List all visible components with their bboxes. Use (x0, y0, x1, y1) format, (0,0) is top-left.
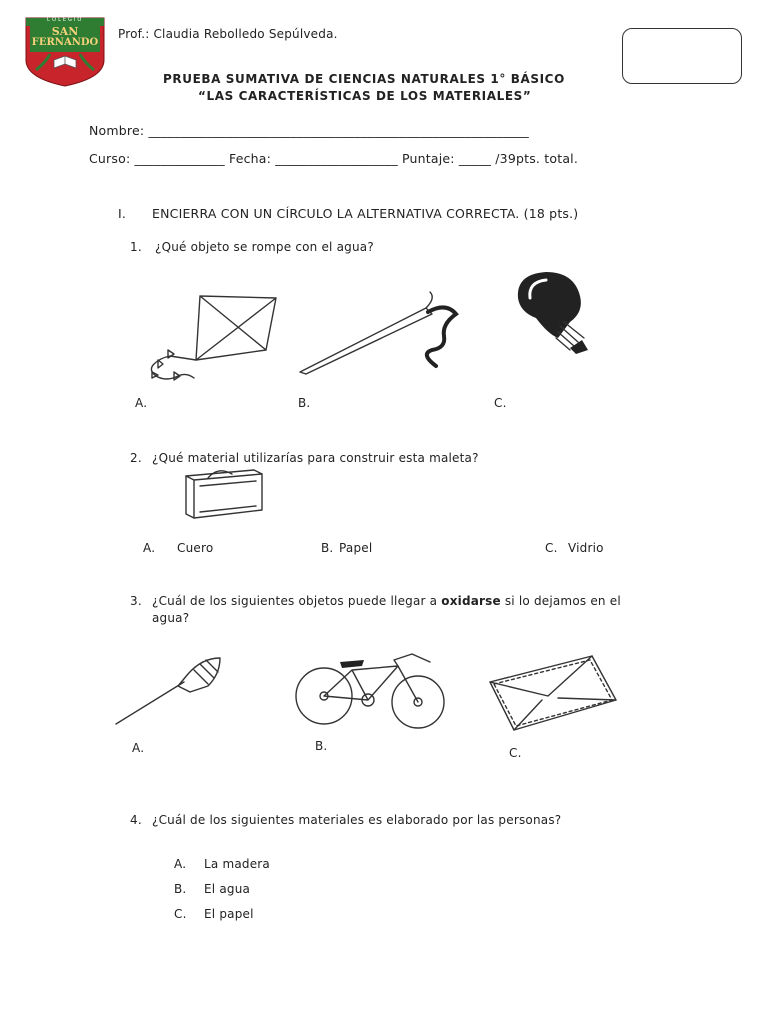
teacher-name: Prof.: Claudia Rebolledo Sepúlveda. (118, 27, 338, 41)
q3-text-after: si lo dejamos en el (500, 594, 621, 608)
q4-option-a-letter: A. (174, 857, 187, 871)
q4-option-b-letter: B. (174, 882, 187, 896)
suitcase-icon (182, 466, 266, 522)
page-title: PRUEBA SUMATIVA DE CIENCIAS NATURALES 1° BÁSICO (163, 72, 565, 86)
name-field: Nombre: ___________________________________________________________ (89, 123, 529, 138)
kite-icon (138, 290, 283, 385)
q4-option-c-letter: C. (174, 907, 187, 921)
q2-option-b-letter: B. (321, 541, 334, 555)
q2-option-c-text: Vidrio (568, 541, 604, 555)
q1-text: ¿Qué objeto se rompe con el agua? (155, 240, 374, 254)
q1-option-b: B. (298, 396, 311, 410)
logo-name-line2: FERNANDO (31, 37, 99, 48)
score-box (622, 28, 742, 84)
q2-text: ¿Qué material utilizarías para construir esta maleta? (152, 451, 479, 465)
q2-option-a-letter: A. (143, 541, 156, 555)
page-subtitle: “LAS CARACTERÍSTICAS DE LOS MATERIALES” (198, 89, 532, 103)
q2-number: 2. (130, 451, 142, 465)
broom-icon (112, 652, 224, 728)
q4-number: 4. (130, 813, 142, 827)
q3-text-before: ¿Cuál de los siguientes objetos puede llegar a (152, 594, 438, 608)
envelope-icon (486, 652, 622, 734)
q4-option-c-text: El papel (204, 907, 254, 921)
q1-option-c: C. (494, 396, 507, 410)
q3-option-c: C. (509, 746, 522, 760)
q3-number: 3. (130, 594, 142, 608)
q1-number: 1. (130, 240, 142, 254)
section-instruction: ENCIERRA CON UN CÍRCULO LA ALTERNATIVA CORRECTA. (18 pts.) (152, 206, 579, 221)
q4-text: ¿Cuál de los siguientes materiales es elaborado por las personas? (152, 813, 562, 827)
logo-name-line1: SAN (51, 25, 79, 38)
school-logo (24, 16, 106, 88)
course-date-score-line: Curso: ______________ Fecha: ___________________ Puntaje: _____ /39pts. total. (89, 151, 579, 166)
q3-keyword: oxidarse (441, 594, 501, 608)
q4-option-b-text: El agua (204, 882, 251, 896)
q3-option-a: A. (132, 741, 145, 755)
q1-option-a: A. (135, 396, 148, 410)
needle-thread-icon (296, 288, 464, 378)
q4-option-a-text: La madera (204, 857, 270, 871)
q3-text-line1 (152, 594, 621, 608)
q2-option-b-text: Papel (339, 541, 373, 555)
q3-text-line2: agua? (152, 611, 190, 625)
q2-option-a-text: Cuero (177, 541, 214, 555)
section-number: I. (118, 206, 127, 221)
q2-option-c-letter: C. (545, 541, 558, 555)
q3-option-b: B. (315, 739, 328, 753)
bicycle-icon (294, 652, 450, 732)
light-bulb-icon (510, 268, 602, 356)
logo-top-text: COLEGIO (46, 17, 84, 23)
